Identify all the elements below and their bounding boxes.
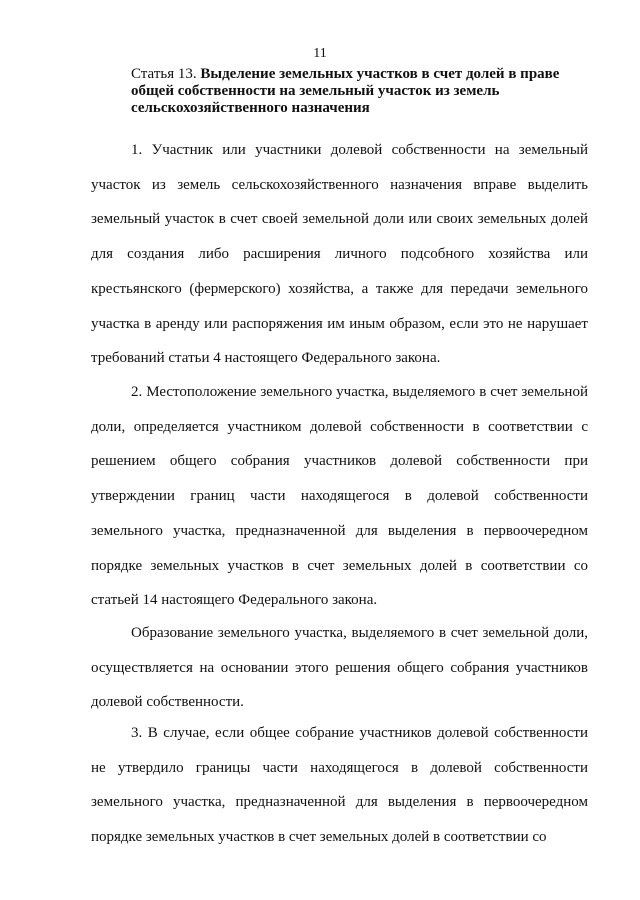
paragraph-2: 2. Местоположение земельного участка, выделяемого в счет земельной доли, определяется участником долевой собственности в соответствии с решением общего собрания участников долевой собственности при утверждении границ части находящегося в долевой собственности земельного участка, предназначенной для выделения в первоочередном порядке земельных участков в счет земельных долей в соответствии со статьей 14 настоящего Федерального закона. — [91, 384, 588, 609]
article-title: Выделение земельных участков в счет долей в праве общей собственности на земельный участок из земель сельскохозяйственного назначения — [131, 66, 560, 116]
paragraph-4: 3. В случае, если общее собрание участников долевой собственности не утвердило границы части находящегося в долевой собственности земельного участка, предназначенной для выделения в первоочередном порядке земельных участков в счет земельных долей в соответствии со — [91, 725, 588, 846]
paragraph-3: Образование земельного участка, выделяемого в счет земельной доли, осуществляется на основании этого решения общего собрания участников долевой собственности. — [91, 625, 588, 711]
page-number: 11 — [313, 46, 327, 61]
article-label: Статья 13. — [131, 66, 197, 82]
paragraph-1: 1. Участник или участники долевой собственности на земельный участок из земель сельскохозяйственного назначения вправе выделить земельный участок в счет своей земельной доли или своих земельных долей для создания либо расширения личного подсобного хозяйства или крестьянского (фермерского) хозяйства, а также для передачи земельного участка в аренду или распоряжения им иным образом, если это не нарушает требований статьи 4 настоящего Федерального закона. — [91, 142, 588, 367]
article-heading — [131, 66, 591, 117]
